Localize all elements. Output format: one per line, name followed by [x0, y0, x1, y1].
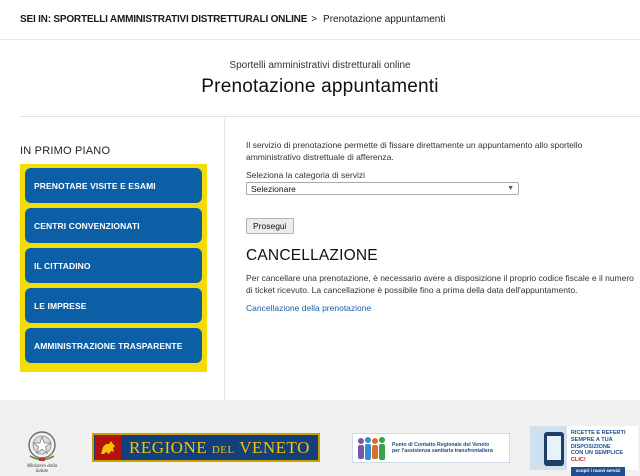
footer — [0, 400, 640, 476]
page-subtitle: Sportelli amministrativi distretturali online — [229, 60, 411, 71]
punto-contatto-text — [392, 442, 493, 455]
regione-veneto-logo[interactable] — [92, 433, 320, 462]
sidebar-menu — [20, 164, 207, 372]
breadcrumb-parent-link[interactable]: SEI IN: SPORTELLI AMMINISTRATIVI DISTRETTURALI ONLINE — [20, 14, 308, 25]
contatto-line-1: Punto di Contatto Regionale del Veneto — [392, 441, 490, 448]
sidebar-title: IN PRIMO PIANO — [20, 145, 111, 157]
sidebar-item-prenotare-visite[interactable]: PRENOTARE VISITE E ESAMI — [25, 168, 202, 203]
ricette-line-3: CON UN SEMPLICE — [570, 450, 624, 457]
intro-text: Il servizio di prenotazione permette di fissare direttamente un appuntamento allo sportello amministrativo distrettuale di afferenza. — [246, 140, 583, 162]
ministero-caption: Ministero della Salute — [26, 464, 58, 474]
page-header — [0, 60, 640, 98]
lion-of-san-marco-icon — [95, 435, 121, 460]
regione-word: REGIONE — [129, 437, 208, 457]
category-select-value: Selezionare — [251, 183, 296, 194]
punto-contatto-logo[interactable] — [352, 433, 510, 463]
category-select-label: Seleziona la categoria di servizi — [246, 170, 366, 180]
ministero-salute-logo[interactable] — [22, 426, 62, 476]
breadcrumb-separator: > — [311, 14, 318, 25]
ricette-click: CLIC! — [570, 457, 586, 464]
people-group-icon — [355, 434, 389, 462]
contatto-line-2: per l'assistenza sanitaria transfrontaliera — [392, 448, 493, 454]
page-title: Prenotazione appuntamenti — [201, 76, 439, 97]
main-content — [246, 140, 640, 316]
ricette-text — [567, 426, 638, 473]
smartphone-icon — [530, 426, 567, 470]
sidebar — [20, 118, 225, 400]
cancellation-heading: CANCELLAZIONE — [246, 247, 378, 264]
breadcrumb-current: Prenotazione appuntamenti — [323, 14, 446, 25]
header-divider — [20, 116, 640, 117]
del-word: DEL — [211, 443, 235, 456]
ricette-referti-banner[interactable] — [530, 426, 638, 473]
sidebar-item-il-cittadino[interactable]: IL CITTADINO — [25, 248, 202, 283]
category-select[interactable] — [246, 182, 519, 195]
sidebar-item-le-imprese[interactable]: LE IMPRESE — [25, 288, 202, 323]
breadcrumb — [0, 0, 640, 40]
italian-emblem-icon — [22, 426, 62, 464]
cancellation-link[interactable]: Cancellazione della prenotazione — [246, 303, 372, 313]
sidebar-item-amministrazione-trasparente[interactable]: AMMINISTRAZIONE TRASPARENTE — [25, 328, 202, 363]
chevron-down-icon: ▼ — [507, 185, 514, 192]
ricette-discover-button[interactable]: scopri i nuovi servizi — [571, 467, 626, 476]
sidebar-item-centri-convenzionati[interactable]: CENTRI CONVENZIONATI — [25, 208, 202, 243]
cancellation-text: Per cancellare una prenotazione, è necessario avere a disposizione il proprio codice fiscale e il numero di ticket ricevuto. La cancellazione è possibile fino a prima della data dell'appuntamento. — [246, 273, 634, 295]
regione-veneto-wordmark — [129, 438, 310, 458]
proceed-button[interactable]: Prosegui — [246, 218, 294, 234]
ricette-line-1: RICETTE E REFERTI — [570, 430, 626, 436]
veneto-word: VENETO — [239, 437, 310, 457]
ricette-line-2: SEMPRE A TUA DISPOSIZIONE — [570, 436, 613, 450]
